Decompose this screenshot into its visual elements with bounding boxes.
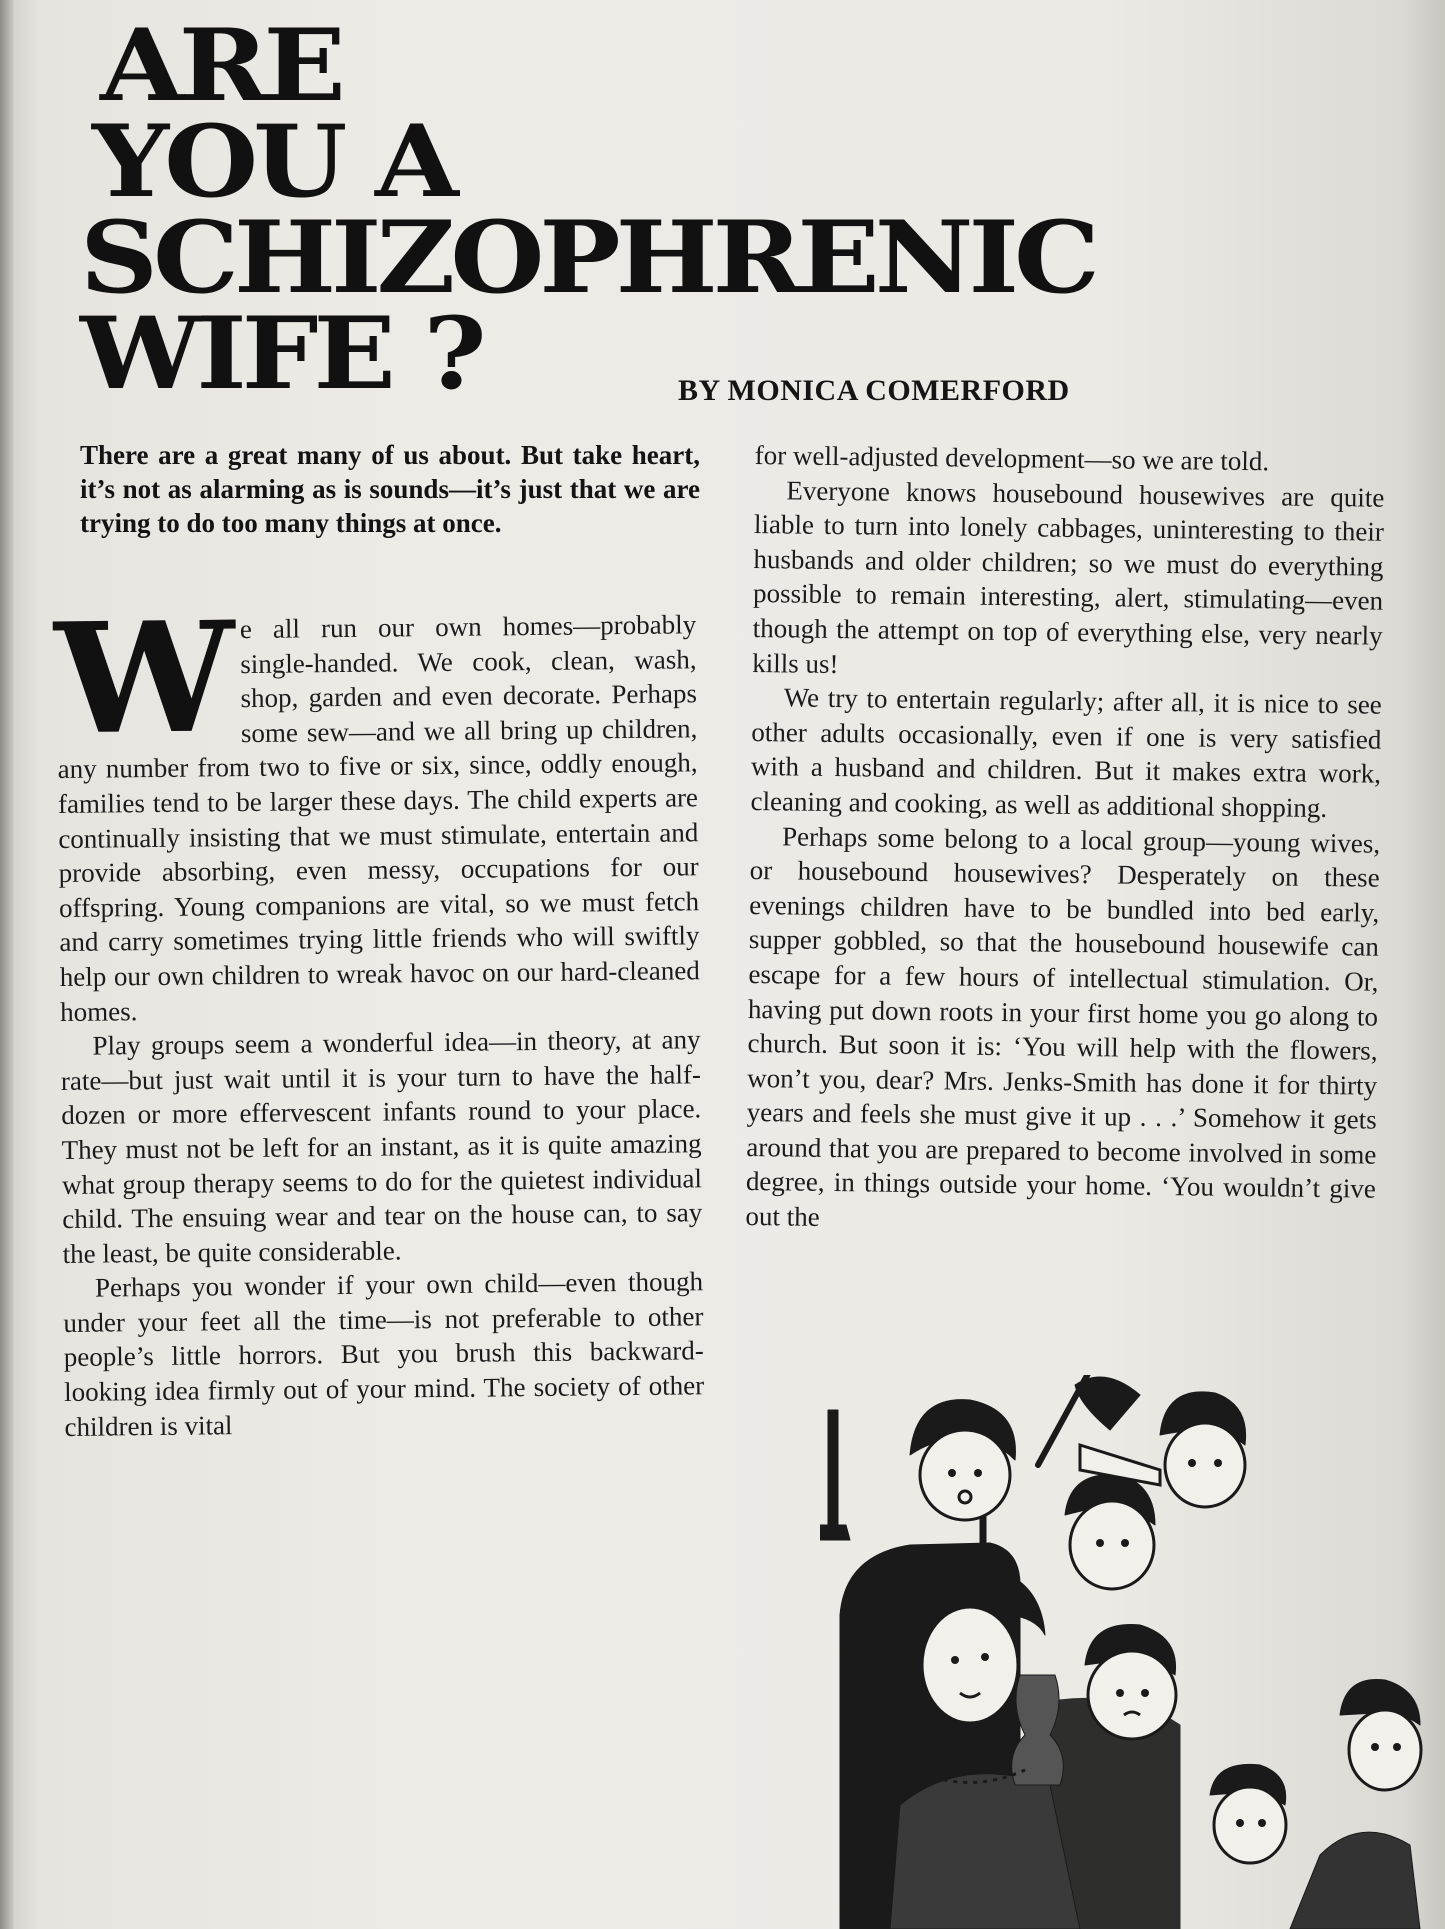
headline-line-3: SCHIZOPHRENIC [80,200,1095,317]
standfirst: There are a great many of us about. But take heart, it’s not as alarming as is sounds—it’s just that we are trying to do too many things at once. [80,440,700,538]
mother-face [922,1607,1018,1723]
right-column [745,438,1385,1241]
paragraph-1 [53,587,700,1029]
paragraph-continued: for well-adjusted development—so we are told. [754,439,1270,477]
paragraph-3: Perhaps you wonder if your own child—even though under your feet all the time—is not preferable to other people’s little horrors. But you brush this backward-looking idea firmly out of your mind. The society of other children is vital [63,1266,705,1442]
paragraph-1-text: e all run our own homes—probably single-handed. We cook, clean, wash, shop, garden and even decorate. Perhaps some sew—and we all bring up children, any number from two to five or six, since, oddly enough, families tend to be larger these days. The child experts are continually insisting that we must stimulate, entertain and provide absorbing, even messy, occupations for our offspring. Young companions are vital, so we must fetch and carry sometimes trying little friends who will swiftly help our own children to wreak havoc on our hard-cleaned homes. [57,609,700,1027]
paragraph-4: Everyone knows housebound housewives are quite liable to turn into lonely cabbages, uninteresting to their husbands and older children; so we must do everything possible to remain interesting, alert, stimulating—even though the attempt on top of everything else, very nearly kills us! [752,474,1385,679]
family-illustration [820,1375,1445,1929]
drop-cap: W [53,587,228,769]
headline-line-2: YOU A [92,104,454,221]
headline-line-4: WIFE ? [80,296,482,413]
byline: BY MONICA COMERFORD [678,374,1070,407]
left-column [53,587,705,1444]
paragraph-2: Play groups seem a wonderful idea—in theory, at any rate—but just wait until it is your turn to have the half-dozen or more effervescent infants round to your place. They must not be left for an instant, as it is quite amazing what group therapy seems to do for the quietest individual child. The ensuing wear and tear on the house can, to say the least, be quite considerable. [60,1024,703,1269]
paragraph-5: We try to entertain regularly; after all, it is nice to see other adults occasionally, even if one is very satisfied with a husband and children. But it makes extra work, cleaning and cooking, as well as additional shopping. [750,682,1382,823]
headline [80,8,1095,413]
mother-dress [890,1774,1080,1929]
page-spine-shadow [0,0,14,1929]
headline-line-1: ARE [100,8,341,125]
paragraph-6: Perhaps some belong to a local group—young wives, or housebound housewives? Desperately on these evenings children have to be bundled into bed early, supper gobbled, so that the housebound housewife can escape for a few hours of intellectual stimulation. Or, having put down roots in your first home you go along to church. But soon it is: ‘You will help with the flowers, won’t you, dear? Mrs. Jenks-Smith has done it for thirty years and feels she must give it up . . .’ Somehow it gets around that you are prepared to become involved in some degree, in things outside your home. ‘You wouldn’t give out the [745,820,1381,1232]
